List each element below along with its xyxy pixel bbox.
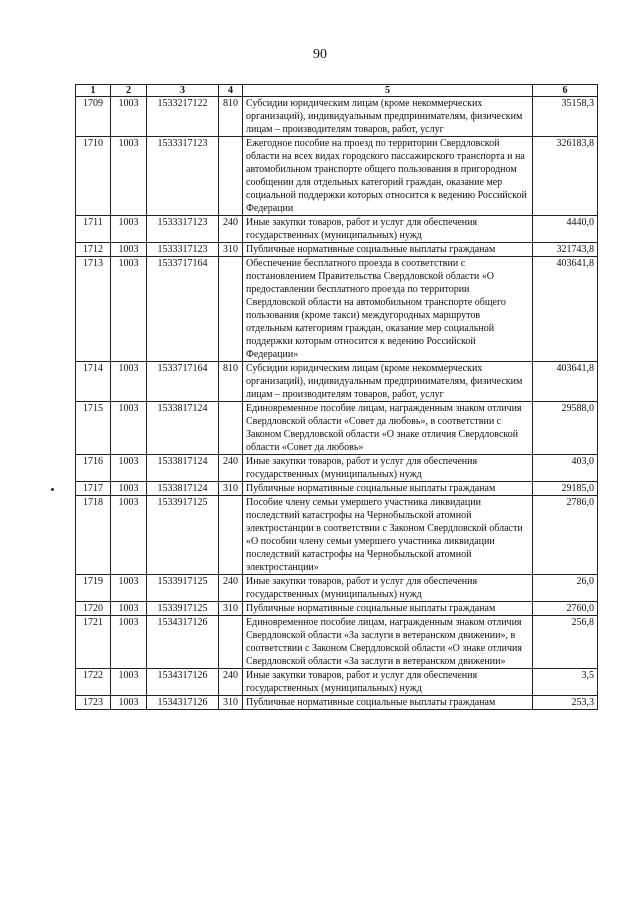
section-code-cell: 1003 xyxy=(111,602,147,616)
section-code-cell: 1003 xyxy=(111,402,147,455)
section-code-cell: 1003 xyxy=(111,243,147,257)
description-cell: Субсидии юридическим лицам (кроме некоммерческих организаций), индивидуальным предпринимателям, физическим лицам – производителям товаров, работ, услуг xyxy=(243,362,533,402)
section-code-cell: 1003 xyxy=(111,482,147,496)
amount-cell: 35158,3 xyxy=(533,97,598,137)
table-row xyxy=(76,257,598,362)
section-code-cell: 1003 xyxy=(111,669,147,696)
amount-cell: 3,5 xyxy=(533,669,598,696)
amount-cell: 256,8 xyxy=(533,616,598,669)
table-row xyxy=(76,616,598,669)
amount-cell: 403641,8 xyxy=(533,257,598,362)
amount-cell: 326183,8 xyxy=(533,137,598,216)
section-code-cell: 1003 xyxy=(111,362,147,402)
table-row xyxy=(76,216,598,243)
target-code-cell: 1533717164 xyxy=(147,257,219,362)
table-row xyxy=(76,243,598,257)
expense-type-cell xyxy=(219,137,243,216)
column-header: 3 xyxy=(147,85,219,97)
row-number-cell: 1711 xyxy=(76,216,111,243)
expense-type-cell: 240 xyxy=(219,216,243,243)
section-code-cell: 1003 xyxy=(111,137,147,216)
target-code-cell: 1533817124 xyxy=(147,402,219,455)
table-row xyxy=(76,137,598,216)
row-number-cell: 1710 xyxy=(76,137,111,216)
row-number-cell: 1712 xyxy=(76,243,111,257)
description-cell: Иные закупки товаров, работ и услуг для обеспечения государственных (муниципальных) нужд xyxy=(243,669,533,696)
scan-dot xyxy=(51,488,54,491)
table-row xyxy=(76,482,598,496)
section-code-cell: 1003 xyxy=(111,616,147,669)
amount-cell: 2786,0 xyxy=(533,496,598,575)
expense-type-cell: 310 xyxy=(219,482,243,496)
description-cell: Публичные нормативные социальные выплаты гражданам xyxy=(243,602,533,616)
section-code-cell: 1003 xyxy=(111,455,147,482)
description-cell: Публичные нормативные социальные выплаты гражданам xyxy=(243,243,533,257)
description-cell: Публичные нормативные социальные выплаты гражданам xyxy=(243,482,533,496)
expense-type-cell: 240 xyxy=(219,455,243,482)
column-header: 4 xyxy=(219,85,243,97)
target-code-cell: 1533317123 xyxy=(147,216,219,243)
description-cell: Единовременное пособие лицам, награжденным знаком отличия Свердловской области «За заслуги в ветеранском движении», в соответствии с Законом Свердловской области «О знаке отличия Свердловской области «За заслуги в ветеранском движении» xyxy=(243,616,533,669)
amount-cell: 321743,8 xyxy=(533,243,598,257)
expense-type-cell xyxy=(219,257,243,362)
expense-type-cell: 310 xyxy=(219,243,243,257)
expense-type-cell: 310 xyxy=(219,602,243,616)
expense-type-cell xyxy=(219,616,243,669)
row-number-cell: 1720 xyxy=(76,602,111,616)
header-row xyxy=(76,85,598,97)
table-row xyxy=(76,402,598,455)
target-code-cell: 1533917125 xyxy=(147,496,219,575)
row-number-cell: 1721 xyxy=(76,616,111,669)
row-number-cell: 1718 xyxy=(76,496,111,575)
table-row xyxy=(76,496,598,575)
amount-cell: 403641,8 xyxy=(533,362,598,402)
row-number-cell: 1709 xyxy=(76,97,111,137)
amount-cell: 4440,0 xyxy=(533,216,598,243)
table-row xyxy=(76,669,598,696)
target-code-cell: 1533217122 xyxy=(147,97,219,137)
description-cell: Пособие члену семьи умершего участника ликвидации последствий катастрофы на Чернобыльской атомной электростанции в соответствии с Законом Свердловской области «О пособии члену семьи умершего участника ликвидации последствий катастрофы на Чернобыльской атомной электростанции» xyxy=(243,496,533,575)
expense-type-cell: 240 xyxy=(219,669,243,696)
row-number-cell: 1714 xyxy=(76,362,111,402)
column-header: 2 xyxy=(111,85,147,97)
target-code-cell: 1533317123 xyxy=(147,137,219,216)
row-number-cell: 1722 xyxy=(76,669,111,696)
column-header: 5 xyxy=(243,85,533,97)
section-code-cell: 1003 xyxy=(111,575,147,602)
target-code-cell: 1533317123 xyxy=(147,243,219,257)
description-cell: Единовременное пособие лицам, награжденным знаком отличия Свердловской области «Совет да любовь», в соответствии с Законом Свердловской области «О знаке отличия Свердловской области «Совет да любовь» xyxy=(243,402,533,455)
expense-type-cell: 810 xyxy=(219,362,243,402)
section-code-cell: 1003 xyxy=(111,216,147,243)
target-code-cell: 1534317126 xyxy=(147,696,219,710)
description-cell: Публичные нормативные социальные выплаты гражданам xyxy=(243,696,533,710)
description-cell: Иные закупки товаров, работ и услуг для обеспечения государственных (муниципальных) нужд xyxy=(243,575,533,602)
description-cell: Обеспечение бесплатного проезда в соответствии с постановлением Правительства Свердловской области «О предоставлении бесплатного проезда по территории Свердловской области на автомобильном транспорте общего пользования (кроме такси) междугородных маршрутов отдельным категориям граждан, оказание мер социальной поддержки которым относится к ведению Российской Федерации» xyxy=(243,257,533,362)
row-number-cell: 1715 xyxy=(76,402,111,455)
table-row xyxy=(76,97,598,137)
section-code-cell: 1003 xyxy=(111,696,147,710)
section-code-cell: 1003 xyxy=(111,257,147,362)
section-code-cell: 1003 xyxy=(111,97,147,137)
amount-cell: 2760,0 xyxy=(533,602,598,616)
row-number-cell: 1716 xyxy=(76,455,111,482)
expense-type-cell xyxy=(219,402,243,455)
table-row xyxy=(76,455,598,482)
target-code-cell: 1533917125 xyxy=(147,602,219,616)
amount-cell: 29185,0 xyxy=(533,482,598,496)
description-cell: Ежегодное пособие на проезд по территории Свердловской области на всех видах городского пассажирского транспорта и на автомобильном транспорте общего пользования в пригородном сообщении для отдельных категорий граждан, оказание мер социальной поддержки которых относится к ведению Российской Федерации xyxy=(243,137,533,216)
description-cell: Субсидии юридическим лицам (кроме некоммерческих организаций), индивидуальным предпринимателям, физическим лицам – производителям товаров, работ, услуг xyxy=(243,97,533,137)
budget-table xyxy=(75,84,598,710)
table-row xyxy=(76,696,598,710)
target-code-cell: 1533917125 xyxy=(147,575,219,602)
section-code-cell: 1003 xyxy=(111,496,147,575)
amount-cell: 403,0 xyxy=(533,455,598,482)
expense-type-cell: 240 xyxy=(219,575,243,602)
table-row xyxy=(76,602,598,616)
target-code-cell: 1533717164 xyxy=(147,362,219,402)
row-number-cell: 1723 xyxy=(76,696,111,710)
column-header: 6 xyxy=(533,85,598,97)
amount-cell: 253,3 xyxy=(533,696,598,710)
amount-cell: 26,0 xyxy=(533,575,598,602)
expense-type-cell: 310 xyxy=(219,696,243,710)
page-number: 90 xyxy=(313,47,327,62)
row-number-cell: 1719 xyxy=(76,575,111,602)
expense-type-cell xyxy=(219,496,243,575)
target-code-cell: 1534317126 xyxy=(147,669,219,696)
target-code-cell: 1533817124 xyxy=(147,482,219,496)
amount-cell: 29588,0 xyxy=(533,402,598,455)
target-code-cell: 1533817124 xyxy=(147,455,219,482)
target-code-cell: 1534317126 xyxy=(147,616,219,669)
table-row xyxy=(76,575,598,602)
row-number-cell: 1717 xyxy=(76,482,111,496)
description-cell: Иные закупки товаров, работ и услуг для обеспечения государственных (муниципальных) нужд xyxy=(243,455,533,482)
expense-type-cell: 810 xyxy=(219,97,243,137)
table-row xyxy=(76,362,598,402)
description-cell: Иные закупки товаров, работ и услуг для обеспечения государственных (муниципальных) нужд xyxy=(243,216,533,243)
column-header: 1 xyxy=(76,85,111,97)
row-number-cell: 1713 xyxy=(76,257,111,362)
